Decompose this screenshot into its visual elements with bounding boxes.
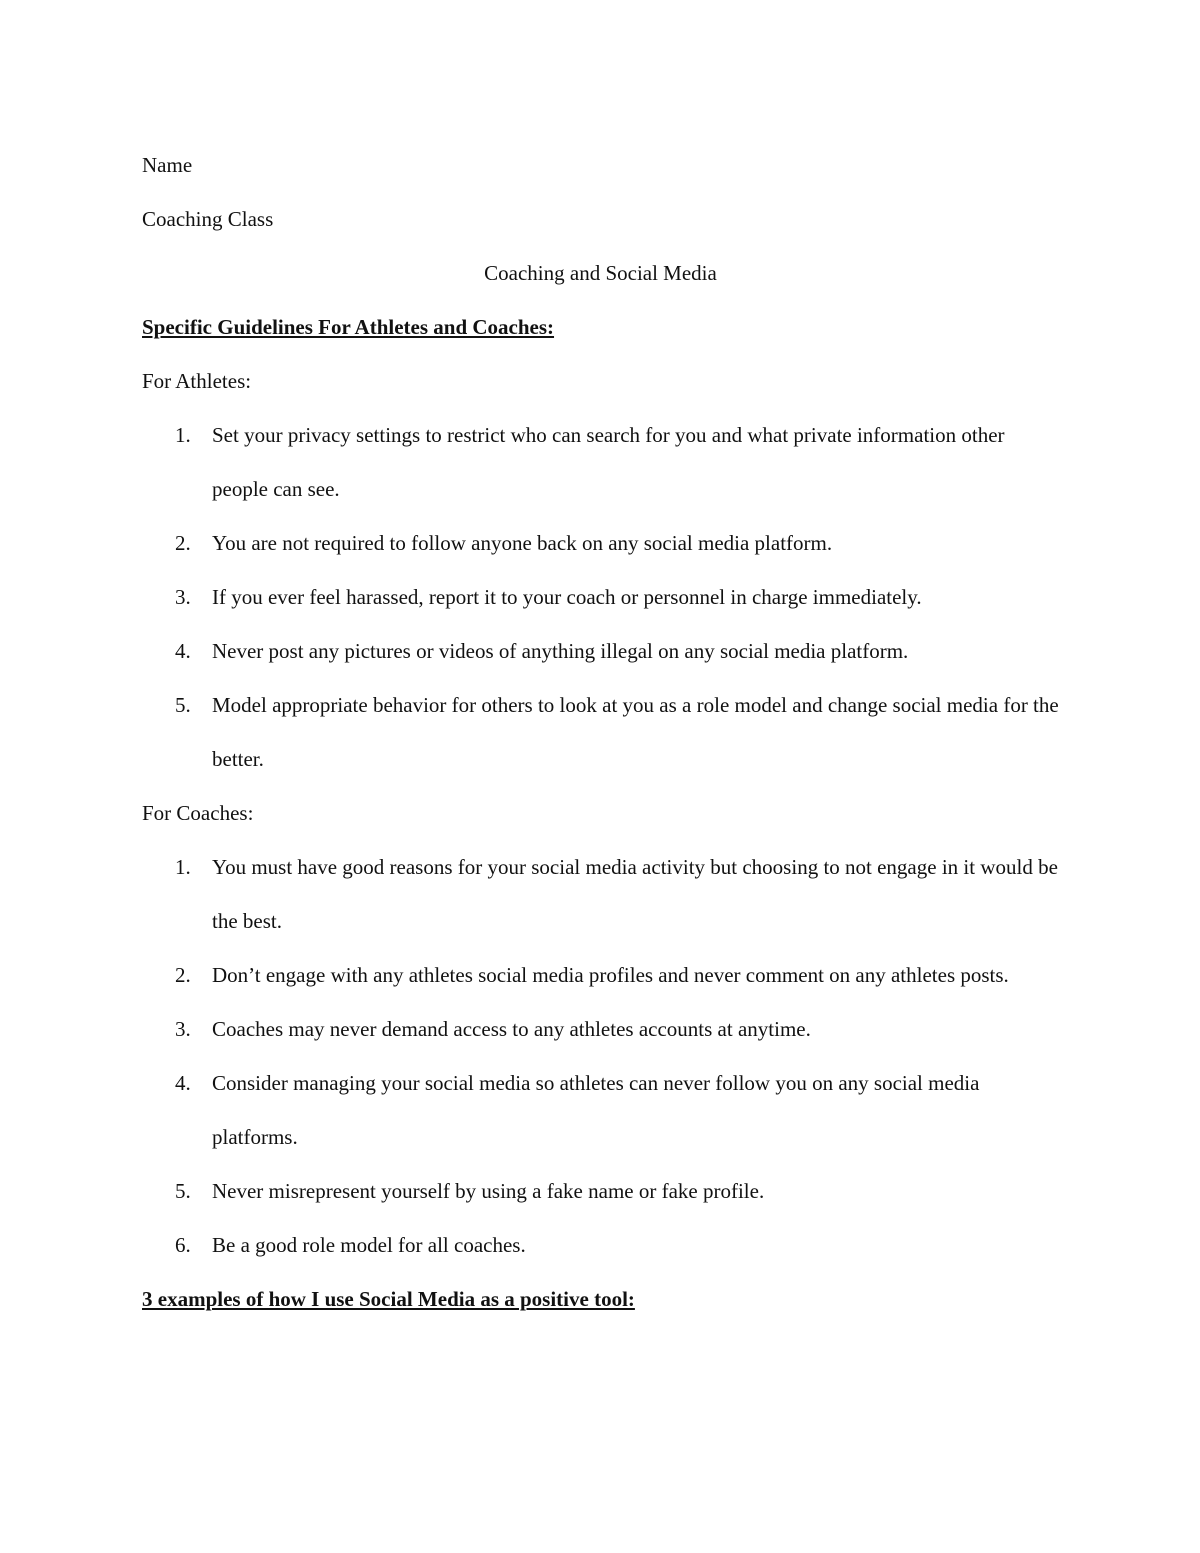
list-item <box>142 1164 1062 1218</box>
coaches-label: For Coaches: <box>142 801 254 825</box>
list-number: 1. <box>175 423 191 447</box>
list-item-text: Never misrepresent yourself by using a fake name or fake profile. <box>212 1179 765 1203</box>
student-name: Name <box>142 153 193 177</box>
list-item <box>142 516 1062 570</box>
list-item-text: Don’t engage with any athletes social media profiles and never comment on any athletes posts. <box>212 963 1009 987</box>
athletes-label: For Athletes: <box>142 369 252 393</box>
list-item-text: You are not required to follow anyone back on any social media platform. <box>212 531 833 555</box>
list-number: 2. <box>175 963 191 987</box>
list-number: 6. <box>175 1233 191 1257</box>
list-item-text: Coaches may never demand access to any athletes accounts at anytime. <box>212 1017 811 1041</box>
list-number: 3. <box>175 1017 191 1041</box>
list-item-text: Be a good role model for all coaches. <box>212 1233 526 1257</box>
list-item-text: Never post any pictures or videos of anything illegal on any social media platform. <box>212 639 909 663</box>
list-number: 3. <box>175 585 191 609</box>
list-number: 4. <box>175 639 191 663</box>
list-number: 2. <box>175 531 191 555</box>
list-number: 4. <box>175 1071 191 1095</box>
athletes-list <box>142 408 1062 786</box>
list-item <box>142 1218 1062 1272</box>
list-item-text: If you ever feel harassed, report it to your coach or personnel in charge immediately. <box>212 585 922 609</box>
list-number: 5. <box>175 693 191 717</box>
list-item <box>142 408 1062 516</box>
list-item <box>142 678 1062 786</box>
list-item-text: Consider managing your social media so athletes can never follow you on any social media platforms. <box>212 1071 980 1149</box>
document-body <box>142 138 1062 1326</box>
list-item <box>142 1002 1062 1056</box>
document-title: Coaching and Social Media <box>484 261 717 285</box>
list-item <box>142 1056 1062 1164</box>
list-item <box>142 570 1062 624</box>
list-item-text: Set your privacy settings to restrict who can search for you and what private information other people can see. <box>212 423 1005 501</box>
list-item-text: Model appropriate behavior for others to look at you as a role model and change social media for the better. <box>212 693 1059 771</box>
list-number: 1. <box>175 855 191 879</box>
list-item <box>142 624 1062 678</box>
list-item-text: You must have good reasons for your social media activity but choosing to not engage in it would be the best. <box>212 855 1058 933</box>
list-number: 5. <box>175 1179 191 1203</box>
examples-heading: 3 examples of how I use Social Media as a positive tool: <box>142 1287 635 1311</box>
list-item <box>142 840 1062 948</box>
list-item <box>142 948 1062 1002</box>
class-name: Coaching Class <box>142 207 274 231</box>
guidelines-heading: Specific Guidelines For Athletes and Coaches: <box>142 315 555 339</box>
coaches-list <box>142 840 1062 1272</box>
